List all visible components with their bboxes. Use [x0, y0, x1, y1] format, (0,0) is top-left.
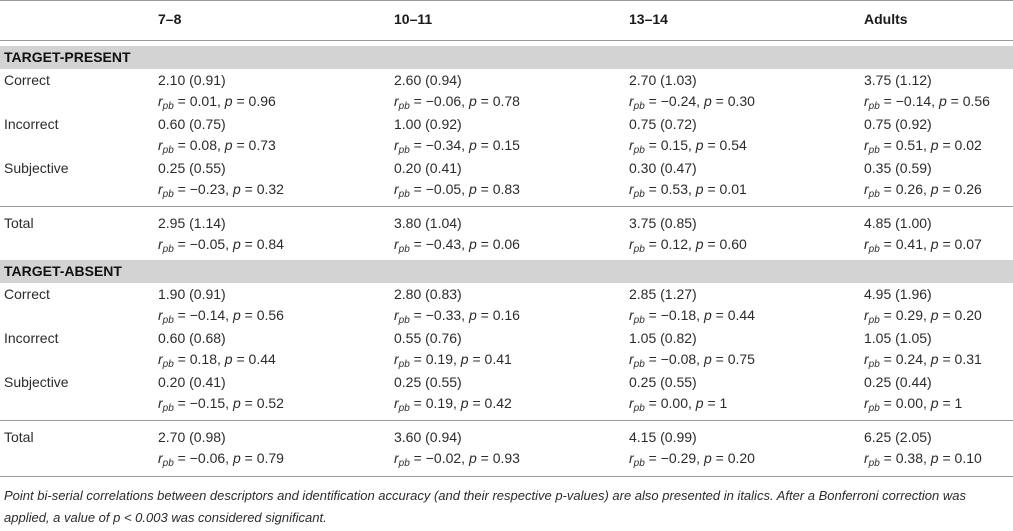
table-row-subjective-stats: $r_{pb} = -0.23$, p = 0.32: [158, 181, 284, 200]
table-row-incorrect-mean: 1.00 (0.92): [394, 116, 462, 132]
table-row-incorrect-label: Incorrect: [4, 330, 59, 346]
table-row-correct-stats: $r_{pb} = -0.24$, p = 0.30: [629, 93, 755, 112]
table-row-subjective-mean: 0.35 (0.59): [864, 160, 932, 176]
table-row-subjective-mean: 0.20 (0.41): [394, 160, 462, 176]
table-row-correct-stats: $r_{pb} = -0.06$, p = 0.78: [394, 93, 520, 112]
table-row-total-mean: 3.60 (0.94): [394, 429, 462, 445]
table-row-subjective-stats: $r_{pb} = 0.00$, p = 1: [629, 395, 728, 414]
table-row-subjective-label: Subjective: [4, 374, 69, 390]
table-row-correct-mean: 2.85 (1.27): [629, 286, 697, 302]
section-header-target-absent: [0, 260, 1013, 283]
table-bottom-rule: [0, 476, 1013, 477]
section-divider: [0, 206, 1013, 207]
table-row-total-stats: $r_{pb} = -0.02$, p = 0.93: [394, 450, 520, 469]
section-title: TARGET-ABSENT: [4, 263, 122, 279]
table-row-total-stats: $r_{pb} = -0.29$, p = 0.20: [629, 450, 755, 469]
table-row-correct-stats: $r_{pb} = -0.14$, p = 0.56: [864, 93, 990, 112]
table-row-total-stats: $r_{pb} = -0.43$, p = 0.06: [394, 236, 520, 255]
header-rule: [0, 40, 1013, 41]
table-row-subjective-stats: $r_{pb} = 0.53$, p = 0.01: [629, 181, 747, 200]
table-row-incorrect-stats: $r_{pb} = 0.15$, p = 0.54: [629, 137, 747, 156]
table-row-total-label: Total: [4, 215, 34, 231]
table-row-subjective-mean: 0.25 (0.55): [394, 374, 462, 390]
table-row-incorrect-label: Incorrect: [4, 116, 59, 132]
table-row-subjective-mean: 0.25 (0.55): [158, 160, 226, 176]
table-row-total-mean: 3.75 (0.85): [629, 215, 697, 231]
table-footnote: Point bi-serial correlations between descriptors and identification accuracy (and their respective p-values) are also presented in italics. After a Bonferroni correction was applied, a value of p < 0.003 was considered significant.: [4, 488, 966, 525]
column-header-adults: Adults: [864, 11, 908, 27]
table-row-correct-stats: $r_{pb} = 0.29$, p = 0.20: [864, 307, 982, 326]
section-header-target-present: [0, 46, 1013, 69]
table-row-total-mean: 3.80 (1.04): [394, 215, 462, 231]
table-row-total-mean: 6.25 (2.05): [864, 429, 932, 445]
table-row-subjective-stats: $r_{pb} = 0.00$, p = 1: [864, 395, 963, 414]
table-row-subjective-mean: 0.25 (0.55): [629, 374, 697, 390]
table-row-subjective-stats: $r_{pb} = 0.19$, p = 0.42: [394, 395, 512, 414]
column-header-13-14: 13–14: [629, 11, 668, 27]
table-row-total-stats: $r_{pb} = 0.12$, p = 0.60: [629, 236, 747, 255]
table-row-total-mean: 4.85 (1.00): [864, 215, 932, 231]
table-row-correct-mean: 2.70 (1.03): [629, 72, 697, 88]
table-row-correct-stats: $r_{pb} = -0.33$, p = 0.16: [394, 307, 520, 326]
table-row-correct-mean: 2.80 (0.83): [394, 286, 462, 302]
table-row-subjective-label: Subjective: [4, 160, 69, 176]
table-row-incorrect-stats: $r_{pb} = 0.24$, p = 0.31: [864, 351, 982, 370]
table-row-total-stats: $r_{pb} = 0.41$, p = 0.07: [864, 236, 982, 255]
table-row-total-mean: 4.15 (0.99): [629, 429, 697, 445]
table-row-subjective-stats: $r_{pb} = -0.15$, p = 0.52: [158, 395, 284, 414]
table-row-incorrect-mean: 0.75 (0.92): [864, 116, 932, 132]
table-row-correct-mean: 1.90 (0.91): [158, 286, 226, 302]
table-row-total-mean: 2.95 (1.14): [158, 215, 226, 231]
table-row-correct-mean: 2.60 (0.94): [394, 72, 462, 88]
section-title: TARGET-PRESENT: [4, 49, 131, 65]
table-row-incorrect-mean: 0.55 (0.76): [394, 330, 462, 346]
table-row-incorrect-mean: 1.05 (1.05): [864, 330, 932, 346]
table-row-incorrect-stats: $r_{pb} = 0.19$, p = 0.41: [394, 351, 512, 370]
table-row-incorrect-mean: 1.05 (0.82): [629, 330, 697, 346]
table-row-incorrect-stats: $r_{pb} = -0.34$, p = 0.15: [394, 137, 520, 156]
table-row-correct-stats: $r_{pb} = 0.01$, p = 0.96: [158, 93, 276, 112]
column-header-10-11: 10–11: [394, 11, 433, 27]
table-row-total-stats: $r_{pb} = -0.06$, p = 0.79: [158, 450, 284, 469]
table-row-incorrect-stats: $r_{pb} = 0.08$, p = 0.73: [158, 137, 276, 156]
table-row-incorrect-mean: 0.60 (0.75): [158, 116, 226, 132]
table-row-correct-mean: 4.95 (1.96): [864, 286, 932, 302]
table-row-subjective-mean: 0.30 (0.47): [629, 160, 697, 176]
table-row-subjective-stats: $r_{pb} = -0.05$, p = 0.83: [394, 181, 520, 200]
table-header-row: [0, 0, 1013, 40]
section-divider: [0, 420, 1013, 421]
table-row-correct-mean: 2.10 (0.91): [158, 72, 226, 88]
table-row-correct-stats: $r_{pb} = -0.18$, p = 0.44: [629, 307, 755, 326]
table-row-correct-stats: $r_{pb} = -0.14$, p = 0.56: [158, 307, 284, 326]
table-row-subjective-stats: $r_{pb} = 0.26$, p = 0.26: [864, 181, 982, 200]
table-row-correct-label: Correct: [4, 72, 50, 88]
table-row-subjective-mean: 0.25 (0.44): [864, 374, 932, 390]
table-row-incorrect-stats: $r_{pb} = 0.18$, p = 0.44: [158, 351, 276, 370]
table-row-incorrect-stats: $r_{pb} = 0.51$, p = 0.02: [864, 137, 982, 156]
table-row-total-label: Total: [4, 429, 34, 445]
table-row-total-stats: $r_{pb} = -0.05$, p = 0.84: [158, 236, 284, 255]
table-row-correct-mean: 3.75 (1.12): [864, 72, 932, 88]
table-row-total-mean: 2.70 (0.98): [158, 429, 226, 445]
table-row-incorrect-mean: 0.60 (0.68): [158, 330, 226, 346]
column-header-7-8: 7–8: [158, 11, 182, 27]
table-row-total-stats: $r_{pb} = 0.38$, p = 0.10: [864, 450, 982, 469]
table-row-incorrect-stats: $r_{pb} = -0.08$, p = 0.75: [629, 351, 755, 370]
table-row-subjective-mean: 0.20 (0.41): [158, 374, 226, 390]
table-row-correct-label: Correct: [4, 286, 50, 302]
table-row-incorrect-mean: 0.75 (0.72): [629, 116, 697, 132]
